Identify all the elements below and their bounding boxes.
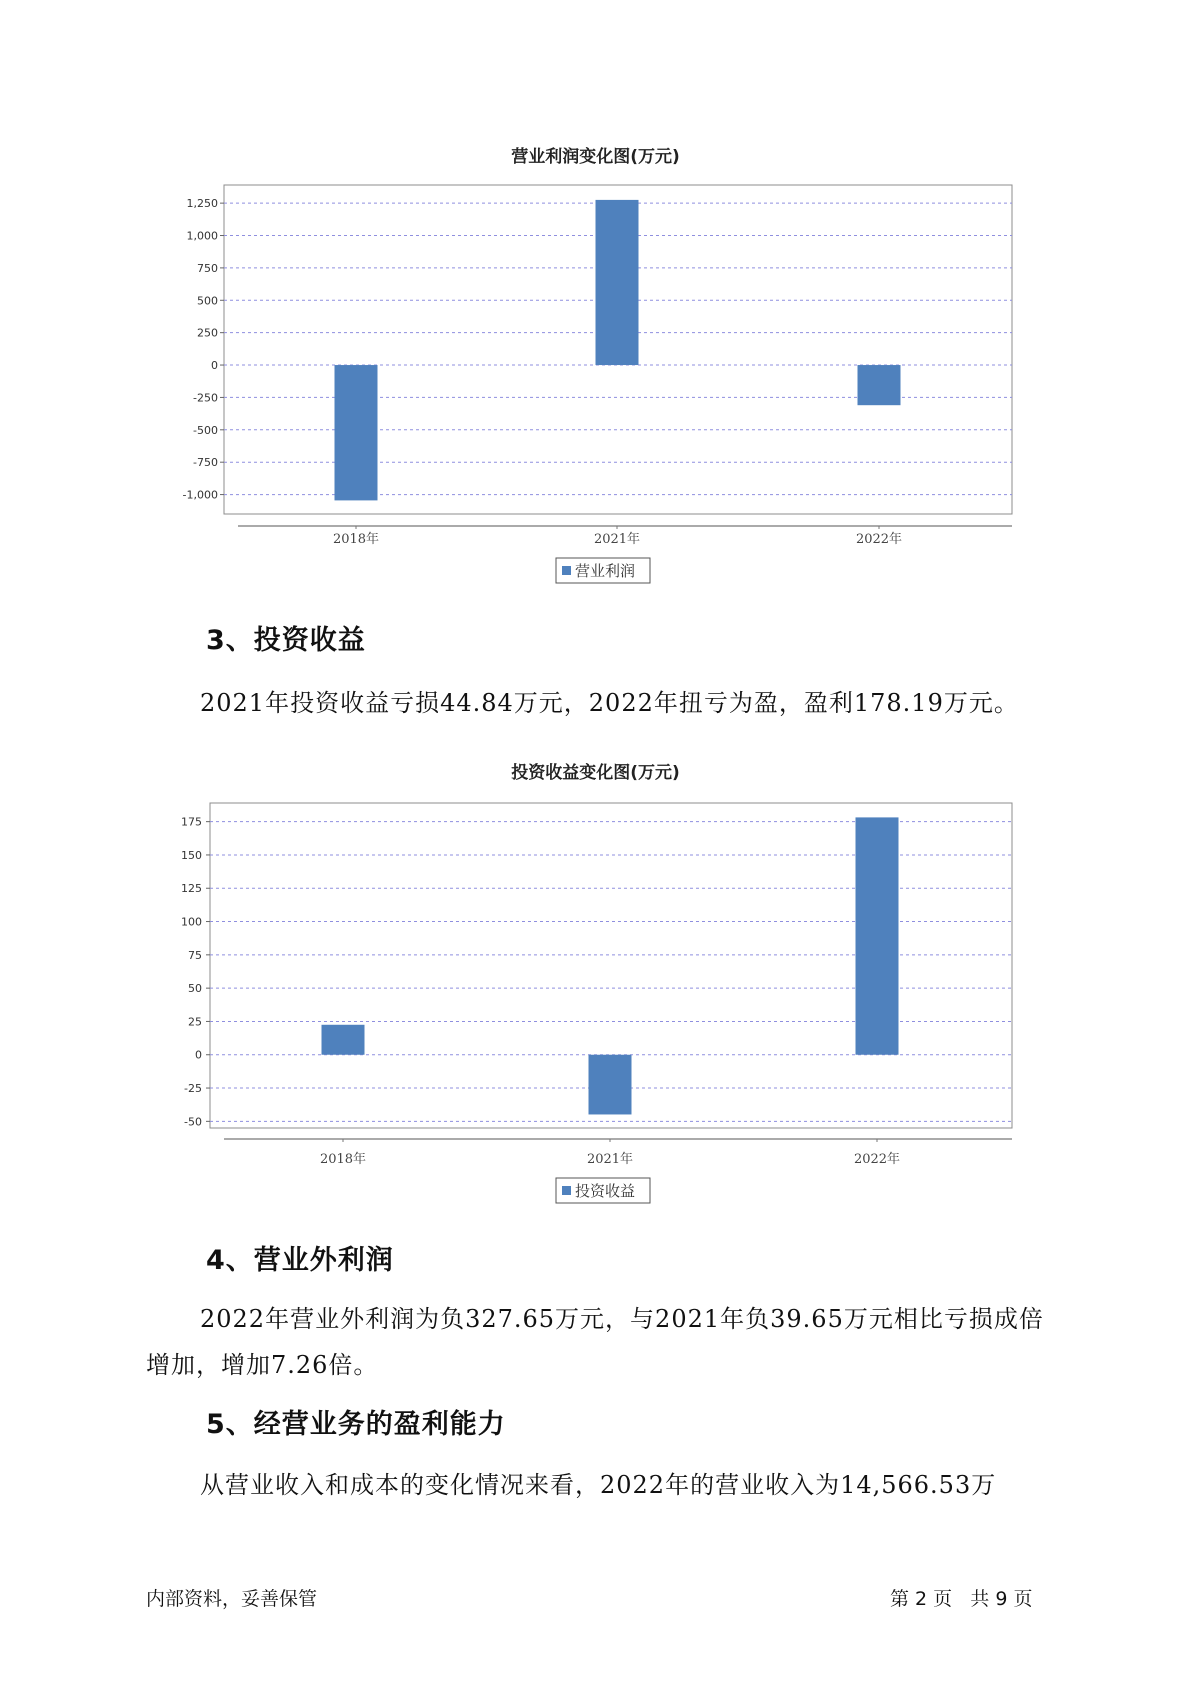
legend-swatch bbox=[562, 566, 571, 575]
y-tick-label: -500 bbox=[193, 423, 218, 437]
bar bbox=[858, 365, 901, 405]
bar bbox=[589, 1055, 632, 1115]
x-tick-label: 2021年 bbox=[593, 532, 641, 547]
y-tick-label: 75 bbox=[188, 948, 202, 962]
y-tick-label: 150 bbox=[181, 848, 202, 862]
y-tick-label: 500 bbox=[197, 294, 218, 308]
y-tick-label: 1,250 bbox=[186, 197, 218, 211]
legend-swatch bbox=[562, 1186, 571, 1195]
y-tick-label: 50 bbox=[188, 982, 202, 996]
investment-income-chart bbox=[0, 796, 1191, 1216]
y-tick-label: -50 bbox=[184, 1115, 202, 1129]
section4-paragraph: 2022年营业外利润为负327.65万元，与2021年负39.65万元相比亏损成倍增加，增加7.26倍。 bbox=[146, 1305, 1044, 1379]
section3-heading: 3、投资收益 bbox=[206, 625, 366, 656]
bar bbox=[335, 365, 378, 500]
bar bbox=[596, 200, 639, 365]
bar bbox=[856, 817, 899, 1054]
y-tick-label: -750 bbox=[193, 456, 218, 470]
y-tick-label: -25 bbox=[184, 1082, 202, 1096]
y-tick-label: 1,000 bbox=[186, 229, 218, 243]
y-tick-label: -1,000 bbox=[182, 488, 218, 502]
footer-page-number: 第 2 页 共 9 页 bbox=[890, 1588, 1033, 1610]
section4-heading: 4、营业外利润 bbox=[206, 1245, 394, 1276]
y-tick-label: 100 bbox=[181, 915, 202, 929]
y-tick-label: 250 bbox=[197, 326, 218, 340]
bar bbox=[322, 1025, 365, 1055]
y-tick-label: 0 bbox=[195, 1048, 202, 1062]
chart2-title: 投资收益变化图(万元) bbox=[511, 763, 680, 783]
chart1-title: 营业利润变化图(万元) bbox=[511, 147, 680, 167]
operating-profit-chart bbox=[0, 180, 1191, 600]
y-tick-label: 175 bbox=[181, 815, 202, 829]
y-tick-label: 750 bbox=[197, 261, 218, 275]
x-tick-label: 2022年 bbox=[855, 532, 903, 547]
legend-label: 营业利润 bbox=[575, 562, 636, 580]
section5-heading: 5、经营业务的盈利能力 bbox=[206, 1409, 506, 1440]
footer-confidential: 内部资料，妥善保管 bbox=[146, 1588, 318, 1610]
y-tick-label: 25 bbox=[188, 1015, 202, 1029]
x-tick-label: 2022年 bbox=[853, 1152, 901, 1167]
x-tick-label: 2018年 bbox=[332, 532, 380, 547]
section3-paragraph: 2021年投资收益亏损44.84万元，2022年扭亏为盈，盈利178.19万元。 bbox=[200, 689, 1019, 717]
y-tick-label: 0 bbox=[211, 359, 218, 373]
x-tick-label: 2021年 bbox=[586, 1152, 634, 1167]
y-tick-label: 125 bbox=[181, 882, 202, 896]
y-tick-label: -250 bbox=[193, 391, 218, 405]
legend-label: 投资收益 bbox=[575, 1182, 636, 1200]
section5-paragraph: 从营业收入和成本的变化情况来看，2022年的营业收入为14,566.53万 bbox=[200, 1471, 997, 1499]
x-tick-label: 2018年 bbox=[319, 1152, 367, 1167]
